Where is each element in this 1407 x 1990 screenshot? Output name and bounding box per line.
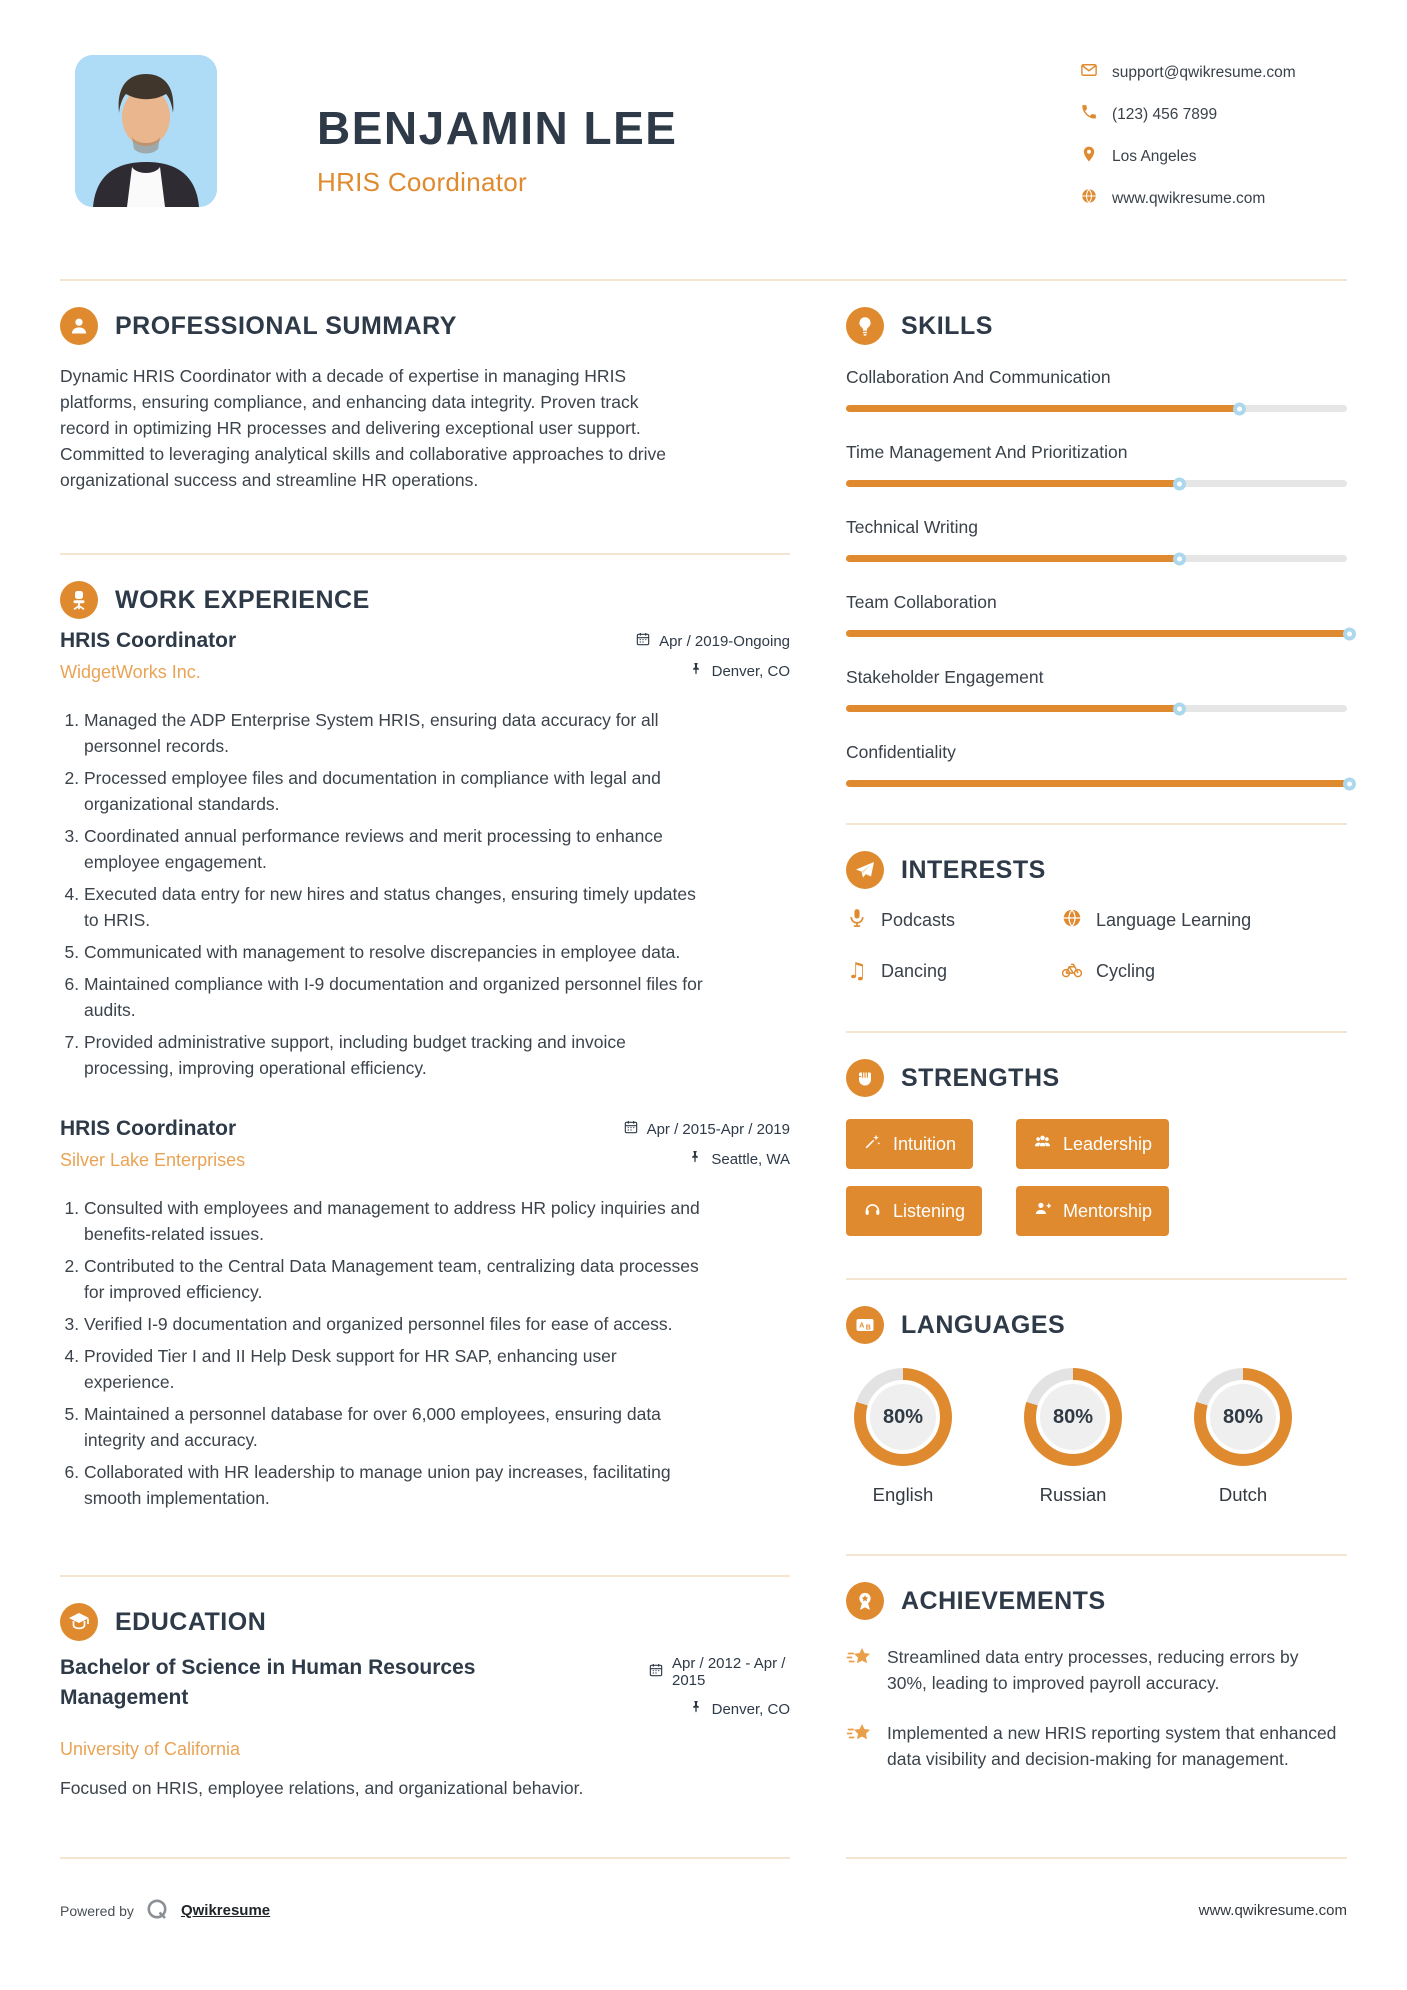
interest-item [1061,958,1347,985]
achievement-text: Streamlined data entry processes, reducing errors by 30%, leading to improved payroll accuracy. [887,1647,1299,1693]
footer-website: www.qwikresume.com [1198,1902,1347,1919]
skill-label: Team Collaboration [846,592,997,612]
person-icon [60,307,98,345]
job-company: WidgetWorks Inc. [60,662,201,682]
skill-slider-fill [846,405,1237,412]
languages-heading: LANGUAGES [901,1310,1066,1339]
shooting-star-icon [846,1644,873,1696]
section-divider [846,1278,1347,1280]
music-notes-icon: ♫ [847,958,867,984]
column-bottom-divider [846,1857,1347,1859]
strength-tag [846,1186,982,1236]
skill-label: Technical Writing [846,517,978,537]
pushpin-icon [688,1699,704,1719]
svg-text:B: B [865,1324,871,1332]
translation-icon [846,1306,884,1344]
person-name: BENJAMIN LEE [317,102,678,154]
job-bullet: 5. Communicated with management to resolve discrepancies in employee data. [84,939,710,965]
work-heading: WORK EXPERIENCE [115,585,370,614]
language-donut [1024,1368,1122,1466]
achievements-section-header [846,1582,1347,1620]
profile-photo-illustration [75,55,217,207]
contact-website [1080,187,1345,210]
right-column [846,281,1347,1859]
education-location-text: Denver, CO [711,1700,790,1718]
section-divider [60,1575,790,1577]
education-dates-text: Apr / 2012 - Apr / 2015 [672,1655,786,1689]
contact-block [1080,55,1345,210]
skill-item [846,442,1347,487]
strength-tag [1016,1119,1169,1169]
strengths-heading: STRENGTHS [901,1063,1060,1092]
language-percent: 80% [1036,1380,1110,1454]
achievement-item [846,1644,1347,1696]
contact-location-text: Los Angeles [1112,147,1197,165]
medal-star-icon [846,1582,884,1620]
degree-title: Bachelor of Science in Human Resources Management [60,1656,476,1709]
school-name: University of California [60,1739,241,1759]
education-dates [648,1655,790,1689]
microphone-icon [846,907,868,934]
strength-label: Mentorship [1063,1200,1153,1221]
job-dates-text: Apr / 2015-Apr / 2019 [646,1120,790,1138]
job-company: Silver Lake Enterprises [60,1150,246,1170]
skill-slider-fill [846,705,1177,712]
powered-by [60,1897,270,1924]
interests-grid [846,907,1347,985]
interest-label: Cycling [1096,961,1156,981]
people-group-icon [1033,1132,1052,1156]
skill-slider-fill [846,780,1347,787]
contact-email [1080,61,1345,84]
languages-section-header [846,1306,1347,1344]
calendar-icon [623,1119,639,1139]
bicycle-icon [1061,958,1083,985]
language-label: Russian [1039,1484,1107,1505]
strengths-section-header [846,1059,1347,1097]
job-bullet: 7. Provided administrative support, including budget tracking and invoice processing, improving operational efficiency. [84,1029,710,1081]
job-dates [635,631,790,651]
skill-label: Stakeholder Engagement [846,667,1044,687]
language-percent: 80% [866,1380,940,1454]
skill-slider-fill [846,555,1177,562]
job-bullet-list [60,1195,790,1511]
language-item [854,1368,952,1506]
skill-item [846,367,1347,412]
language-donut [1194,1368,1292,1466]
language-donut [854,1368,952,1466]
calendar-icon [635,631,651,651]
qwikresume-logo-icon [144,1897,171,1924]
globe-icon [1080,187,1098,210]
education-meta [648,1653,790,1729]
svg-text:A: A [859,1322,865,1330]
calendar-icon [648,1662,664,1682]
magic-wand-icon [863,1132,882,1156]
skill-slider [846,705,1347,712]
interests-heading: INTERESTS [901,855,1046,884]
section-divider [846,823,1347,825]
job-bullet: 2. Processed employee files and documentation in compliance with legal and organizational standards. [84,765,710,817]
achievements-heading: ACHIEVEMENTS [901,1586,1106,1615]
skill-item [846,742,1347,787]
language-label: Dutch [1218,1484,1268,1505]
language-label: English [872,1484,934,1505]
lightbulb-icon [846,307,884,345]
achievement-item [846,1720,1347,1772]
skill-slider [846,480,1347,487]
strength-label: Leadership [1063,1133,1153,1154]
job-bullet: 1. Consulted with employees and management to address HR policy inquiries and benefits-related issues. [84,1195,710,1247]
powered-by-label: Powered by [60,1902,134,1919]
section-divider [846,1031,1347,1033]
job-bullet: 1. Managed the ADP Enterprise System HRIS, ensuring data accuracy for all personnel records. [84,707,710,759]
education-location [648,1699,790,1719]
education-heading: EDUCATION [115,1607,267,1636]
job-location-text: Seattle, WA [711,1150,790,1168]
contact-location [1080,145,1345,168]
headphones-icon [863,1199,882,1223]
language-item [1024,1368,1122,1506]
job-location [623,1149,790,1169]
work-section-header [60,581,790,619]
skills-section-header [846,307,1347,345]
education-description: Focused on HRIS, employee relations, and organizational behavior. [60,1778,584,1798]
interest-label: Language Learning [1096,910,1252,930]
section-divider [60,553,790,555]
strength-label: Intuition [893,1133,957,1154]
strength-tag [1016,1186,1169,1236]
skills-heading: SKILLS [901,311,993,340]
person-title: HRIS Coordinator [317,167,527,197]
job-meta [623,1117,790,1179]
job-header [60,1117,790,1179]
interest-item [1061,907,1347,934]
skill-slider [846,555,1347,562]
language-item [1194,1368,1292,1506]
skill-slider [846,630,1347,637]
interest-item [846,907,1061,934]
paper-plane-icon [846,851,884,889]
job-bullet-list [60,707,790,1081]
job-header [60,629,790,691]
strength-label: Listening [893,1200,966,1221]
column-bottom-divider [60,1857,790,1859]
summary-heading: PROFESSIONAL SUMMARY [115,311,457,340]
contact-website-text: www.qwikresume.com [1112,189,1266,207]
skill-slider-fill [846,630,1347,637]
summary-text: Dynamic HRIS Coordinator with a decade of expertise in managing HRIS platforms, ensuring compliance, and enhancing data integrity. Proven track record in optimizing HR processes and delivering exceptional user support. Committed to leveraging analytical skills and collaborative approaches to drive organizational success and streamline HR operations. [60,366,667,490]
location-pin-icon [1080,145,1098,168]
job-meta [635,629,790,691]
skill-slider [846,780,1347,787]
contact-phone [1080,103,1345,126]
skill-label: Collaboration And Communication [846,367,1111,387]
strengths-grid [846,1119,1347,1236]
phone-icon [1080,103,1098,126]
fist-icon [846,1059,884,1097]
left-column [60,281,790,1859]
section-divider [846,1554,1347,1556]
job-dates-text: Apr / 2019-Ongoing [659,632,790,650]
job-dates [623,1119,790,1139]
identity [317,55,677,198]
job-title: HRIS Coordinator [60,1117,237,1140]
email-icon [1080,61,1098,84]
job-location [635,661,790,681]
globe-icon [1061,907,1083,934]
skill-slider-knob [1233,402,1246,415]
person-plus-icon [1033,1199,1052,1223]
skill-item [846,517,1347,562]
skill-item [846,592,1347,637]
skill-slider-knob [1173,477,1186,490]
job-bullet: 3. Coordinated annual performance reviews and merit processing to enhance employee engagement. [84,823,710,875]
pushpin-icon [687,1149,703,1169]
office-chair-icon [60,581,98,619]
job-bullet: 6. Collaborated with HR leadership to manage union pay increases, facilitating smooth implementation. [84,1459,710,1511]
skill-slider-fill [846,480,1177,487]
job-bullet: 4. Executed data entry for new hires and status changes, ensuring timely updates to HRIS. [84,881,710,933]
summary-section-header [60,307,790,345]
job-entry [60,1117,790,1517]
job-entry [60,629,790,1087]
interest-label: Dancing [881,961,948,981]
job-bullet: 2. Contributed to the Central Data Management team, centralizing data processes for improved efficiency. [84,1253,710,1305]
interest-item [846,958,1061,985]
job-bullet: 3. Verified I-9 documentation and organized personnel files for ease of access. [84,1311,710,1337]
profile-photo [75,55,217,207]
shooting-star-icon [846,1720,873,1772]
education-entry [60,1653,790,1729]
language-percent: 80% [1206,1380,1280,1454]
job-bullet: 6. Maintained compliance with I-9 documentation and organized personnel files for audits. [84,971,710,1023]
job-location-text: Denver, CO [711,662,790,680]
strength-tag [846,1119,973,1169]
graduation-cap-icon [60,1603,98,1641]
footer [60,1897,1347,1924]
skill-label: Time Management And Prioritization [846,442,1128,462]
education-section-header [60,1603,790,1641]
job-bullet: 4. Provided Tier I and II Help Desk support for HR SAP, enhancing user experience. [84,1343,710,1395]
achievement-text: Implemented a new HRIS reporting system that enhanced data visibility and decision-making for management. [887,1723,1337,1769]
qwikresume-link[interactable]: Qwikresume [180,1902,271,1919]
job-title: HRIS Coordinator [60,629,237,652]
contact-phone-text: (123) 456 7899 [1112,105,1218,123]
languages-row [854,1368,1347,1506]
skill-label: Confidentiality [846,742,956,762]
job-bullet: 5. Maintained a personnel database for over 6,000 employees, ensuring data integrity and accuracy. [84,1401,710,1453]
pushpin-icon [688,661,704,681]
interest-label: Podcasts [881,910,956,930]
contact-email-text: support@qwikresume.com [1112,63,1296,81]
skill-slider-knob [1343,627,1356,640]
content-columns [0,281,1407,1859]
skill-slider-knob [1343,777,1356,790]
skill-slider-knob [1173,552,1186,565]
interests-section-header [846,851,1347,889]
header [0,0,1407,210]
skill-slider-knob [1173,702,1186,715]
skill-item [846,667,1347,712]
skill-slider [846,405,1347,412]
